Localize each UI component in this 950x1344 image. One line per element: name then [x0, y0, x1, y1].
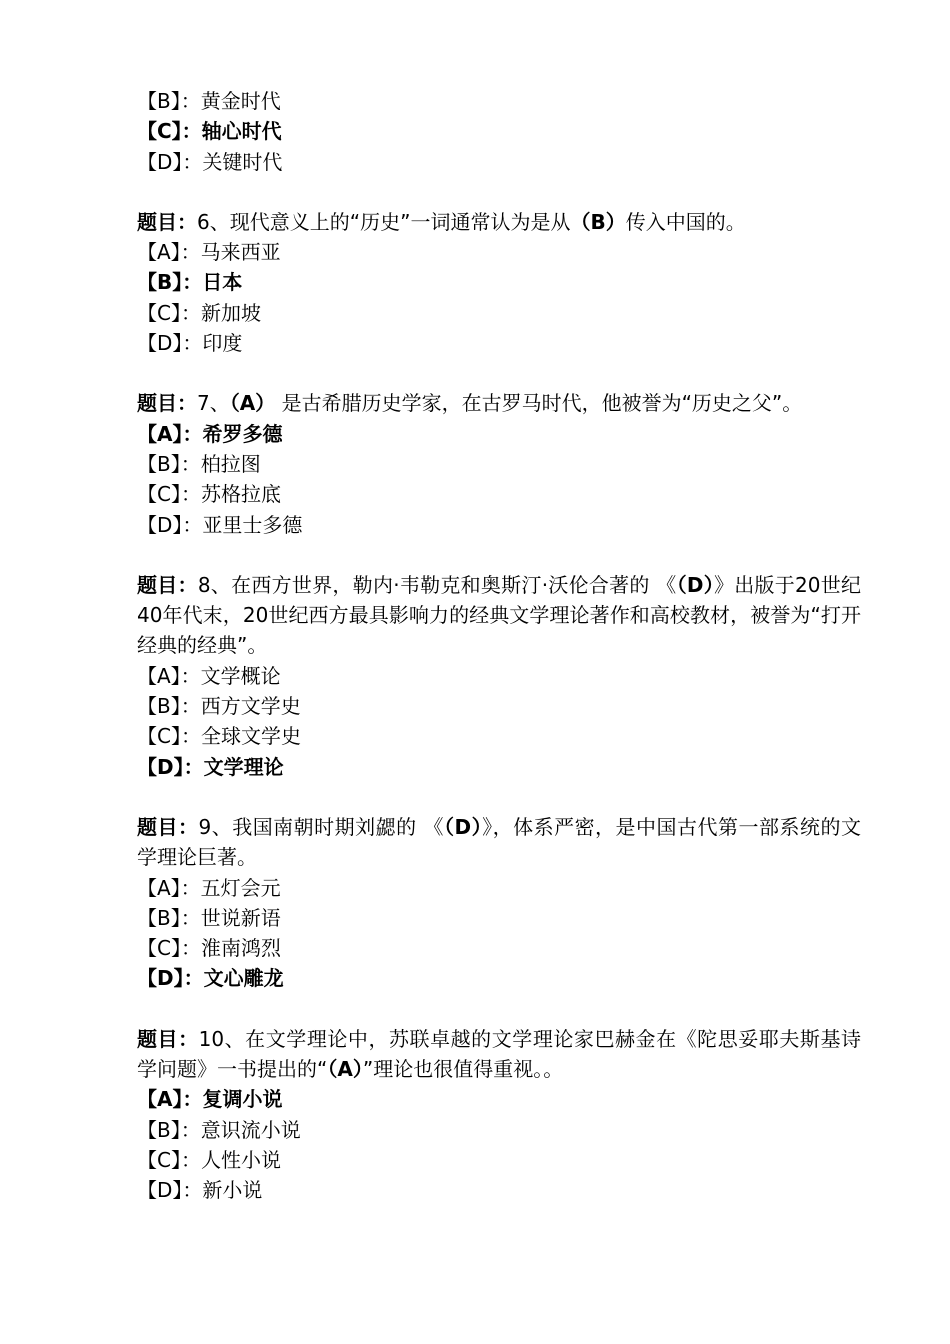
question-8	[137, 570, 861, 782]
question-10-text-after: ”理论也很值得重视。。	[362, 1057, 564, 1082]
question-6-text-before: 6、现代意义上的“历史”一词通常认为是从	[197, 209, 571, 234]
question-label: 题目：	[137, 814, 199, 839]
option-7-c: 【C】：苏格拉底	[137, 482, 281, 507]
option-9-b: 【B】：世说新语	[137, 905, 281, 930]
option-6-c: 【C】：新加坡	[137, 300, 261, 325]
option-5-b: 【B】：黄金时代	[137, 89, 281, 113]
question-8-answer: （D）	[676, 572, 714, 597]
question-9-stem	[137, 812, 861, 873]
option-10-c: 【C】：人性小说	[137, 1147, 281, 1172]
option-8-a: 【A】：文学概论	[137, 663, 281, 688]
question-9-answer: （D）	[444, 814, 483, 839]
option-10-a: 【A】：复调小说	[137, 1087, 283, 1112]
question-6-answer: （B）	[570, 209, 626, 234]
question-6-stem	[137, 207, 861, 237]
question-7-text-after: 是古希腊历史学家，在古罗马时代，他被誉为“历史之父”。	[275, 391, 803, 416]
option-6-a: 【A】：马来西亚	[137, 240, 281, 265]
question-10-answer: （A）	[327, 1057, 363, 1082]
question-7	[137, 388, 861, 539]
option-10-b: 【B】：意识流小说	[137, 1117, 301, 1142]
option-6-d: 【D】：印度	[137, 331, 243, 356]
option-6-b: 【B】：日本	[137, 270, 243, 295]
question-9-text-before: 9、我国南朝时期刘勰的 《	[198, 814, 444, 839]
option-9-c: 【C】：淮南鸿烈	[137, 936, 281, 961]
question-6	[137, 207, 861, 358]
question-10-stem	[137, 1024, 861, 1085]
question-9-text-after: 》，体系严密，是中国古代第一部系统的文学理论巨著。	[137, 814, 861, 870]
question-5-partial	[137, 86, 861, 177]
option-8-c: 【C】：全球文学史	[137, 724, 301, 749]
option-7-d: 【D】：亚里士多德	[137, 512, 303, 537]
option-9-a: 【A】：五灯会元	[137, 875, 281, 900]
question-9	[137, 812, 861, 994]
question-8-text-before: 8、在西方世界，勒内·韦勒克和奥斯汀·沃伦合著的 《	[197, 572, 677, 597]
option-5-d: 【D】：关键时代	[137, 149, 283, 174]
question-7-text-before: 7、	[197, 391, 230, 416]
option-9-d: 【D】：文心雕龙	[137, 966, 284, 991]
option-7-b: 【B】：柏拉图	[137, 451, 261, 476]
question-label: 题目：	[137, 209, 197, 234]
question-10-text-before: 10、在文学理论中，苏联卓越的文学理论家巴赫金在《陀思妥耶夫斯基诗学问题》一书提出的“	[137, 1026, 861, 1082]
question-7-stem	[137, 388, 861, 418]
question-8-stem	[137, 570, 861, 661]
option-7-a: 【A】：希罗多德	[137, 421, 283, 446]
question-label: 题目：	[137, 572, 198, 597]
option-8-d: 【D】：文学理论	[137, 754, 284, 779]
question-6-text-after: 传入中国的。	[625, 209, 746, 234]
question-label: 题目：	[137, 1026, 199, 1051]
question-10	[137, 1024, 861, 1206]
question-8-text-after: 》出版于20世纪40年代末，20世纪西方最具影响力的经典文学理论著作和高校教材，被誉为“打开经典的经典”。	[137, 572, 862, 658]
option-10-d: 【D】：新小说	[137, 1178, 263, 1203]
question-label: 题目：	[137, 391, 197, 416]
option-5-c: 【C】：轴心时代	[137, 119, 282, 144]
quiz-content	[137, 86, 861, 1206]
option-8-b: 【B】：西方文学史	[137, 694, 301, 719]
question-7-answer: （A）	[229, 391, 276, 416]
